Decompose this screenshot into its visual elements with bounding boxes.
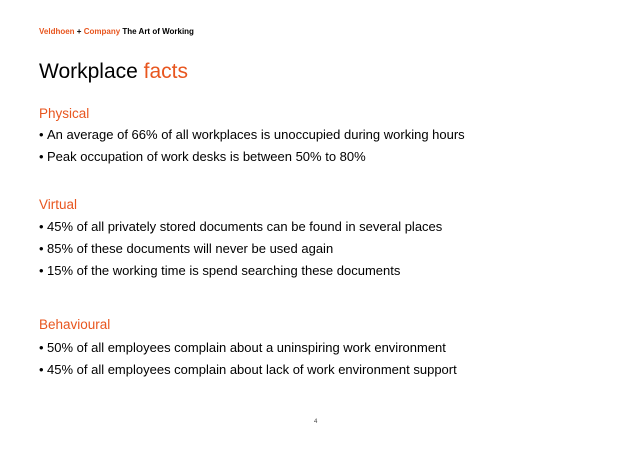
page-title [39, 60, 188, 84]
bullet-text: 50% of all employees complain about a uninspiring work environment [47, 340, 446, 355]
bullet-list-physical [39, 124, 465, 168]
bullet-icon: • [39, 149, 44, 164]
bullet-icon: • [39, 241, 44, 256]
bullet-text: An average of 66% of all workplaces is unoccupied during working hours [47, 127, 465, 142]
list-item [39, 146, 465, 168]
header-brand [39, 27, 194, 36]
bullet-text: 85% of these documents will never be used again [47, 241, 334, 256]
list-item [39, 337, 457, 359]
list-item [39, 359, 457, 381]
page-number: 4 [314, 419, 318, 425]
brand-name-company: Company [83, 27, 121, 36]
brand-plus: + [76, 27, 82, 36]
bullet-text: 15% of the working time is spend searching these documents [47, 263, 401, 278]
brand-name-veldhoen: Veldhoen [39, 27, 75, 36]
title-main: Workplace [39, 60, 138, 83]
title-accent: facts [143, 60, 189, 83]
list-item [39, 124, 465, 146]
brand-tagline: The Art of Working [122, 27, 194, 36]
bullet-text: 45% of all privately stored documents can be found in several places [47, 219, 443, 234]
bullet-icon: • [39, 362, 44, 377]
list-item [39, 260, 442, 282]
bullet-list-virtual [39, 216, 442, 282]
bullet-text: 45% of all employees complain about lack of work environment support [47, 362, 457, 377]
list-item [39, 216, 442, 238]
list-item [39, 238, 442, 260]
bullet-icon: • [39, 127, 44, 142]
section-heading-behavioural: Behavioural [39, 317, 111, 332]
bullet-icon: • [39, 263, 44, 278]
bullet-list-behavioural [39, 337, 457, 381]
section-heading-virtual: Virtual [39, 197, 78, 212]
section-heading-physical: Physical [39, 106, 90, 121]
bullet-text: Peak occupation of work desks is between 50% to 80% [47, 149, 366, 164]
bullet-icon: • [39, 219, 44, 234]
bullet-icon: • [39, 340, 44, 355]
